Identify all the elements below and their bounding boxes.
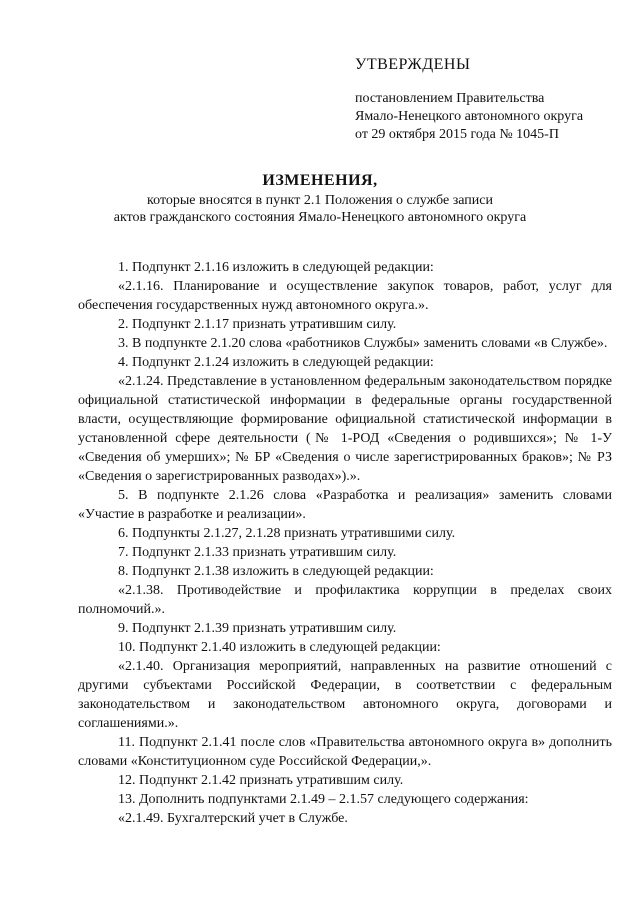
paragraph: «2.1.38. Противодействие и профилактика коррупции в пределах своих полномочий.».: [78, 583, 612, 617]
approval-heading: УТВЕРЖДЕНЫ: [355, 56, 471, 73]
paragraph: 13. Дополнить подпунктами 2.1.49 – 2.1.57 следующего содержания:: [118, 792, 529, 807]
approval-line: Ямало-Ненецкого автономного округа: [355, 109, 584, 124]
approval-line: от 29 октября 2015 года № 1045-П: [355, 127, 559, 142]
paragraph: 12. Подпункт 2.1.42 признать утратившим силу.: [118, 773, 404, 788]
paragraph: 9. Подпункт 2.1.39 признать утратившим силу.: [118, 621, 397, 636]
document-body: [78, 258, 612, 828]
paragraph: 4. Подпункт 2.1.24 изложить в следующей редакции:: [118, 355, 434, 370]
paragraph: 1. Подпункт 2.1.16 изложить в следующей редакции:: [118, 260, 434, 275]
document-header: [0, 170, 640, 226]
paragraph: 6. Подпункты 2.1.27, 2.1.28 признать утратившими силу.: [118, 526, 456, 541]
document-subtitle-line: актов гражданского состояния Ямало-Ненецкого автономного округа: [113, 210, 527, 225]
approval-line: постановлением Правительства: [355, 91, 545, 106]
paragraph: 5. В подпункте 2.1.26 слова «Разработка и реализация» заменить словами «Участие в разработке и реализации».: [78, 488, 612, 522]
paragraph: 8. Подпункт 2.1.38 изложить в следующей редакции:: [118, 564, 434, 579]
approval-stamp: [355, 56, 625, 144]
document-title: ИЗМЕНЕНИЯ,: [262, 172, 378, 189]
paragraph: «2.1.16. Планирование и осуществление закупок товаров, работ, услуг для обеспечения государственных нужд автономного округа.».: [78, 279, 612, 313]
document-subtitle-line: которые вносятся в пункт 2.1 Положения о службе записи: [147, 193, 493, 208]
paragraph: 10. Подпункт 2.1.40 изложить в следующей редакции:: [118, 640, 441, 655]
paragraph: «2.1.24. Представление в установленном федеральным законодательством порядке официальной статистической информации в федеральные органы государственной власти, осуществляющие формирование официальной статистической информации в установленной сфере деятельности (№ 1-РОД «Сведения о родившихся»; № 1-У «Сведения об умерших»; № БР «Сведения о числе зарегистрированных браков»; № РЗ «Сведения о зарегистрированных разводах»).».: [78, 374, 612, 484]
paragraph: «2.1.40. Организация мероприятий, направленных на развитие отношений с другими субъектами Российской Федерации, в соответствии с федеральным законодательством и законодательством автономного округа, договорами и соглашениями.».: [78, 659, 612, 731]
paragraph: 7. Подпункт 2.1.33 признать утратившим силу.: [118, 545, 397, 560]
paragraph: 2. Подпункт 2.1.17 признать утратившим силу.: [118, 317, 397, 332]
paragraph: «2.1.49. Бухгалтерский учет в Службе.: [118, 811, 348, 826]
paragraph: 3. В подпункте 2.1.20 слова «работников Службы» заменить словами «в Службе».: [118, 336, 608, 351]
paragraph: 11. Подпункт 2.1.41 после слов «Правительства автономного округа в» дополнить словами «Конституционном суде Российской Федерации,».: [78, 735, 612, 769]
